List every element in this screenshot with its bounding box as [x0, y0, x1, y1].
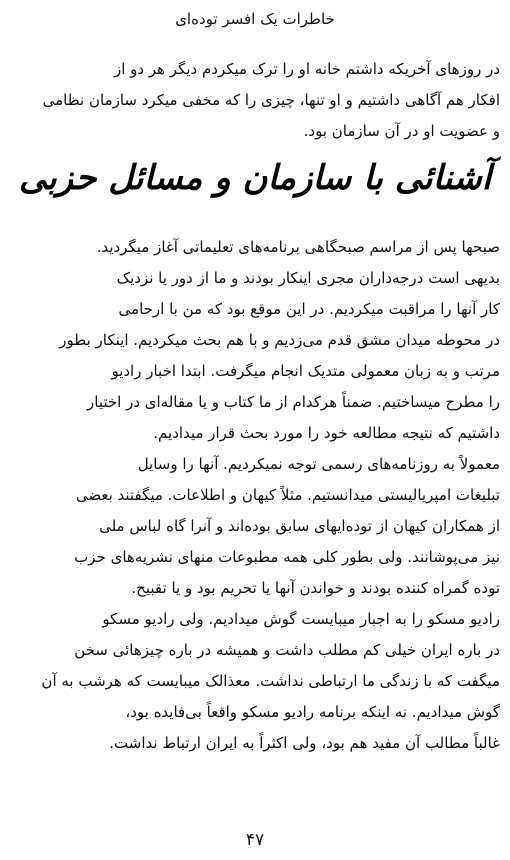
- text-line: توده گمراه کننده بودند و خواندن آنها یا تحریم بود و یا تقبیح.: [131, 579, 500, 597]
- text-line: از همکاران کیهان از توده‌ایهای سابق بوده‌اند و آنرا گاه لباس ملی: [99, 517, 500, 535]
- text-line: کار آنها را مراقبت میکردیم. در این موقع بود که من با ارحامی: [118, 300, 500, 318]
- text-line: میگفت که با زندگی ما ارتباطی نداشت. معذالک میبایست که هرشب به آن: [41, 672, 500, 690]
- text-line: معمولاً به روزنامه‌های رسمی توجه نمیکردیم. آنها را وسایل: [137, 455, 500, 473]
- text-line: مرتب و به زبان معمولی متدیک انجام میگرفت. ابتدا اخبار رادیو: [111, 362, 500, 380]
- intro-paragraph: [8, 54, 500, 147]
- text-line: نیز می‌پوشانند. ولی بطور کلی همه مطبوعات منهای نشریه‌های حزب: [74, 548, 500, 566]
- text-line: صبحها پس از مراسم صبحگاهی برنامه‌های تعلیماتی آغاز میگردید.: [96, 238, 500, 256]
- text-line: داشتیم که نتیجه مطالعه خود را مورد بحث قرار میدادیم.: [153, 424, 500, 442]
- body-text: [8, 232, 500, 759]
- text-line: و عضویت او در آن سازمان بود.: [303, 122, 500, 140]
- text-line: غالباً مطالب آن مفید هم بود، ولی اکثراً به ایران ارتباط نداشت.: [109, 734, 500, 752]
- text-line: گوش میدادیم. نه اینکه برنامه رادیو مسکو واقعاً بی‌فایده بود،: [125, 703, 500, 721]
- text-line: رادیو مسکو را به اجبار میبایست گوش میدادیم. ولی رادیو مسکو: [102, 610, 500, 628]
- text-line: را مطرح میساختیم. ضمناً هرکدام از ما کتاب و یا مقاله‌ای در اختیار: [87, 393, 500, 411]
- page-number: ۴۷: [245, 830, 265, 850]
- text-line: در باره ایران خیلی کم مطلب داشت و همیشه در باره چیزهائی سخن: [74, 641, 500, 659]
- text-line: بدیهی است درجه‌داران مجری اینکار بودند و ما از دور یا نزدیک: [116, 269, 500, 287]
- text-line: تبلیغات امپریالیستی میدانستیم. مثلاً کیهان و اطلاعات. میگفتند بعضی: [75, 486, 500, 504]
- text-line: در محوطه میدان مشق قدم می‌زدیم و با هم بحث میکردیم. اینکار بطور: [59, 331, 500, 349]
- section-heading: آشنائی با سازمان و مسائل حزبی: [18, 158, 492, 198]
- text-line: افکار هم آگاهی داشتیم و او تنها، چیزی را که مخفی میکرد سازمان نظامی: [42, 91, 500, 109]
- running-header: خاطرات یک افسر توده‌ای: [175, 10, 335, 28]
- text-line: در روزهای آخریکه داشتم خانه او را ترک میکردم دیگر هر دو از: [113, 60, 500, 78]
